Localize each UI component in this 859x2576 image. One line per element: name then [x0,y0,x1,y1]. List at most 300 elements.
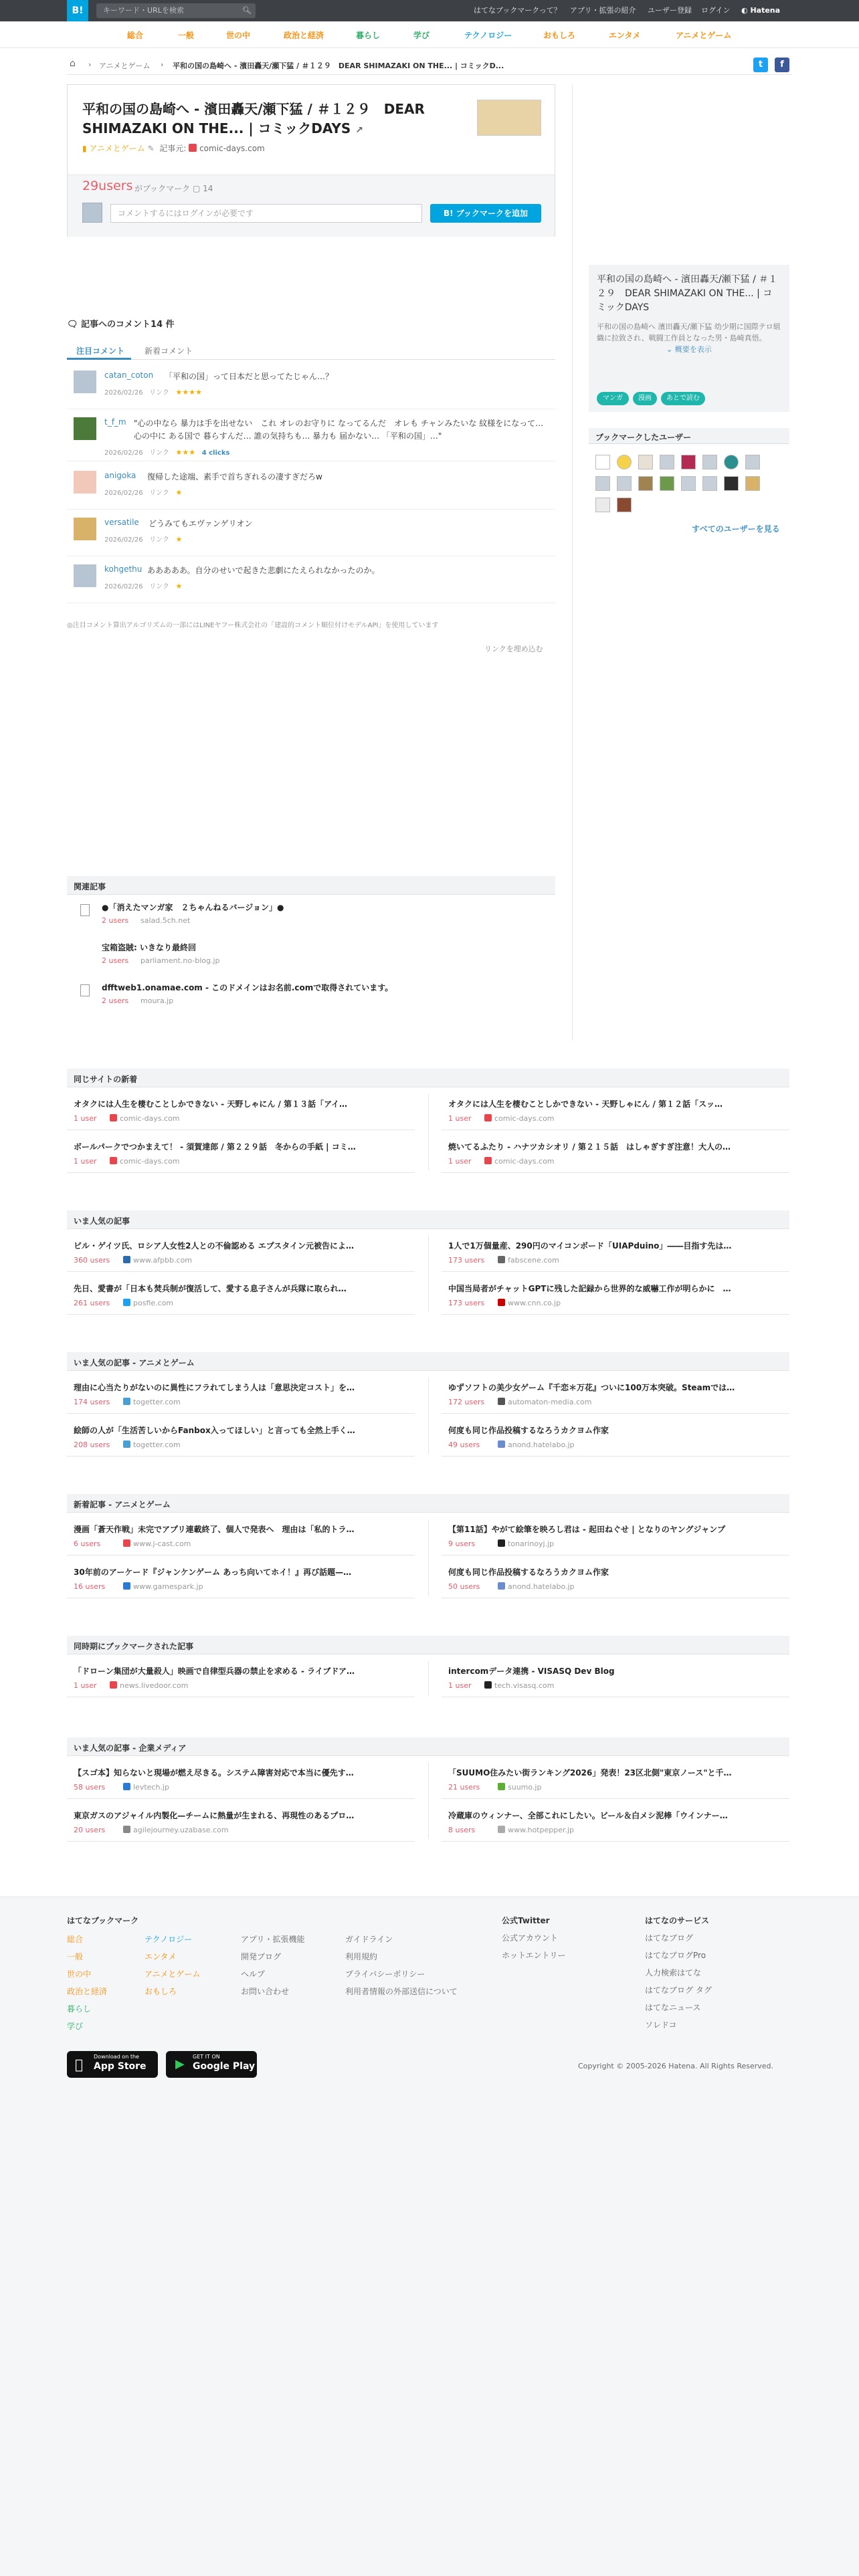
article-domain-wrap[interactable] [110,1681,188,1690]
section-header [67,1069,789,1087]
article-domain[interactable]: comic-days.com [494,1114,555,1123]
related-item-users[interactable]: 2 users [102,996,129,1005]
user-avatar[interactable] [638,455,653,469]
article-title[interactable]: 漫画「蒼天作戦」未完でアプリ連載終了、個人で発表へ 理由は「私的トラ… [74,1525,355,1534]
favicon-icon [498,1398,505,1405]
comment-link[interactable]: リンク [149,490,169,497]
article-item[interactable] [442,1372,789,1414]
nav-item-knowledge[interactable]: 学び [413,31,430,40]
article-users[interactable]: 172 users [448,1398,485,1406]
footer-link[interactable]: 暮らし [67,2004,92,2014]
article-users[interactable]: 1 user [448,1114,472,1123]
footer-link[interactable]: ヘルプ [241,1969,266,1979]
article-title[interactable]: 中国当局者がチャットGPTに残した記録から世界的な威嚇工作が明らかに … [448,1284,731,1293]
section-header [67,1737,789,1756]
footer-link[interactable]: 総合 [67,1935,84,1944]
article-users[interactable]: 9 users [448,1539,476,1548]
category-nav [0,21,859,48]
article-domain[interactable]: posfie.com [133,1299,174,1307]
comment-meta [104,534,182,544]
article-domain[interactable]: www.afpbb.com [133,1256,193,1265]
facebook-share-icon[interactable]: f [775,58,789,72]
user-avatar[interactable] [74,564,96,587]
article-domain-wrap[interactable] [498,1582,575,1591]
article-users[interactable]: 21 users [448,1783,480,1792]
article-item[interactable] [67,1656,415,1697]
article-domain[interactable]: fabscene.com [508,1256,559,1265]
user-avatar[interactable] [638,476,653,491]
article-domain-wrap[interactable] [123,1256,192,1265]
favicon-icon [123,1299,130,1306]
comment-date[interactable]: 2026/02/26 [104,449,143,457]
article-users[interactable]: 16 users [74,1582,106,1591]
user-avatar[interactable] [660,476,674,491]
article-domain-wrap[interactable] [123,1783,169,1792]
comment-date[interactable]: 2026/02/26 [104,490,143,497]
hatena-brand-label: Hatena [750,6,781,15]
tab-popular-comments[interactable]: 注目コメント [76,346,125,356]
footer-link[interactable]: はてなブログ タグ [645,1985,712,1995]
user-avatar[interactable] [617,455,632,469]
column-separator [428,1763,429,1839]
article-domain-wrap[interactable] [498,1826,574,1834]
tag-read-later[interactable]: あとで読む [661,392,705,405]
copyright: Copyright © 2005-2026 Hatena. All Rights Reserved. [578,2062,774,2070]
entry-title-text[interactable]: 平和の国の島崎へ - 濱田轟天/瀬下猛 / ＃１２９ DEAR SHIMAZAKI ON THE... | コミックDAYS [82,101,425,136]
related-item-users[interactable]: 2 users [102,916,129,925]
search-input[interactable] [96,3,256,18]
section-header [67,1494,789,1513]
signup-link[interactable]: ユーザー登録 [648,6,692,15]
document-icon [80,984,90,996]
article-users[interactable]: 173 users [448,1256,485,1265]
article-domain-wrap[interactable] [123,1826,229,1834]
favicon-icon [123,1539,130,1547]
related-item-title[interactable]: 宝箱盗賊: いきなり最終回 [102,943,196,952]
article-item[interactable] [442,1132,789,1173]
user-avatar[interactable] [74,518,96,540]
article-domain-wrap[interactable] [498,1440,575,1449]
article-users[interactable]: 8 users [448,1826,476,1834]
article-domain-wrap[interactable] [123,1398,181,1406]
article-item[interactable] [67,1273,415,1315]
add-bookmark-button[interactable]: B! ブックマークを追加 [430,204,541,223]
article-users[interactable]: 360 users [74,1256,110,1265]
user-avatar[interactable] [617,498,632,512]
section-header [67,1352,789,1371]
article-users[interactable]: 20 users [74,1826,106,1834]
footer-link[interactable]: テクノロジー [145,1935,193,1944]
article-title[interactable]: 【スゴ本】知らないと現場が燃え尽きる。システム障害対応で本当に優先す… [74,1768,354,1778]
favicon-icon [498,1582,505,1590]
article-domain-wrap[interactable] [484,1114,555,1123]
user-avatar[interactable] [724,476,739,491]
user-avatar[interactable] [74,471,96,494]
footer-category-list-b [145,1931,200,2000]
user-avatar[interactable] [681,476,696,491]
comment-icon: ▢ [193,184,201,193]
comment-item [67,409,555,461]
article-domain[interactable]: www.gamespark.jp [133,1582,203,1591]
user-avatar[interactable] [702,476,717,491]
footer-link[interactable]: プライバシーポリシー [345,1969,425,1979]
tag-manga[interactable]: マンガ [597,392,629,405]
related-item-title[interactable]: ●「消えたマンガ家 ２ちゃんねるバージョン」● [102,903,284,912]
user-avatar[interactable] [660,455,674,469]
favicon-icon [110,1157,117,1164]
article-domain-wrap[interactable] [484,1157,555,1166]
article-item[interactable] [442,1415,789,1457]
comment-date[interactable]: 2026/02/26 [104,583,143,591]
article-domain-wrap[interactable] [498,1256,559,1265]
comments-title-text: 記事へのコメント14 件 [81,320,175,330]
article-domain[interactable]: suumo.jp [508,1783,542,1792]
game-icon: ▮ [82,144,87,153]
user-avatar[interactable] [595,498,610,512]
article-title[interactable]: 焼いてるふたり - ハナツカシオリ / 第２１５話 はしゃぎすぎ注意！大人の… [448,1142,731,1152]
article-domain-wrap[interactable] [498,1299,561,1307]
entry-header [68,85,555,175]
section-header [67,1636,789,1654]
entry-title[interactable] [82,100,457,140]
avatar [82,203,102,223]
article-title[interactable]: intercomデータ連携 - VISASQ Dev Blog [448,1667,615,1676]
favicon-icon [498,1826,505,1833]
user-avatar[interactable] [74,370,96,393]
comment-link[interactable]: リンク [149,583,169,591]
nav-item-it[interactable]: テクノロジー [464,31,512,40]
nav-item-general-all[interactable]: 総合 [127,31,144,40]
article-users[interactable]: 6 users [74,1539,101,1548]
footer-twitter-title: 公式Twitter [502,1916,550,1925]
users-count[interactable]: 29users [82,179,133,193]
article-domain[interactable]: togetter.com [133,1440,181,1449]
article-users[interactable]: 173 users [448,1299,485,1307]
google-play-small-label: GET IT ON [193,2054,220,2060]
footer-link[interactable]: アニメとゲーム [145,1969,201,1979]
article-users[interactable]: 1 user [448,1157,472,1166]
entry-meta [82,142,265,154]
article-item[interactable] [67,1089,415,1130]
related-title: 関連記事 [74,882,106,891]
article-item[interactable] [67,1557,415,1598]
related-item-title[interactable]: dfftweb1.onamae.com - このドメインはお名前.comで取得されています。 [102,983,393,992]
article-domain[interactable]: automaton-media.com [508,1398,592,1406]
article-domain[interactable]: news.livedoor.com [120,1681,189,1690]
comment-user[interactable]: anigoka [104,471,136,480]
article-domain-wrap[interactable] [123,1299,173,1307]
favicon-icon [123,1440,130,1448]
article-users[interactable]: 1 user [74,1681,97,1690]
nav-item-fun[interactable]: おもしろ [543,31,576,40]
article-domain-wrap[interactable] [123,1440,181,1449]
google-play-badge[interactable] [166,2051,257,2078]
tab-new-comments[interactable]: 新着コメント [145,346,193,356]
article-domain[interactable]: comic-days.com [120,1114,180,1123]
nav-item-society[interactable]: 世の中 [226,31,251,40]
entry-category[interactable]: アニメとゲーム [89,144,145,153]
user-avatar[interactable] [595,476,610,491]
about-link[interactable]: はてなブックマークって？ [474,6,561,15]
column-separator [428,1094,429,1170]
hatena-bookmark-logo[interactable]: B! [67,0,88,21]
user-avatar[interactable] [745,476,760,491]
comment-user[interactable]: catan_coton [104,370,154,380]
comment-meta [104,580,182,591]
article-title[interactable]: 冷蔵庫のウィンナー、全部これにしたい。ビール＆白メシ泥棒「ウインナー… [448,1811,728,1820]
nav-item-general[interactable]: 一般 [178,31,195,40]
footer-link[interactable]: 公式アカウント [502,1933,558,1943]
user-avatar[interactable] [724,455,739,469]
nav-item-entertainment[interactable]: エンタメ [609,31,641,40]
article-domain-wrap[interactable] [110,1114,180,1123]
comment-link[interactable]: リンク [149,449,169,457]
footer-twitter-column [502,1912,566,1964]
article-title[interactable]: ビル・ゲイツ氏、ロシア人女性2人との不倫認める エプスタイン元被告によ… [74,1241,354,1251]
article-title[interactable]: 【第11話】やがて絵筆を映ろし君は - 起田ねぐせ | となりのヤングジャンプ [448,1525,726,1534]
article-domain-wrap[interactable] [110,1157,180,1166]
login-link[interactable]: ログイン [701,6,731,15]
article-domain-wrap[interactable] [498,1539,554,1548]
twitter-share-icon[interactable]: t [753,58,768,72]
breadcrumb-category[interactable]: アニメとゲーム [99,62,151,70]
related-item[interactable] [67,976,555,1014]
comment-count: 14 [203,184,213,193]
breadcrumb-title: 平和の国の島崎へ - 濱田轟天/瀬下猛 / ＃１２９ DEAR SHIMAZAKI ON THE... | コミックD... [173,62,504,70]
footer-link[interactable]: ソレドコ [645,2020,677,2030]
footer-link[interactable]: 世の中 [67,1969,92,1979]
favicon-icon [189,144,197,152]
embed-link[interactable]: リンクを埋め込む [484,645,543,653]
related-item[interactable] [67,896,555,934]
article-item[interactable] [442,1800,789,1842]
nav-item-life[interactable]: 暮らし [356,31,381,40]
related-item-domain[interactable]: parliament.no-blog.jp [140,956,220,965]
article-title[interactable]: 何度も同じ作品投稿するなろうカクヨム作家 [448,1568,609,1577]
article-item[interactable] [442,1514,789,1555]
user-avatar[interactable] [74,417,96,440]
pencil-icon[interactable]: ✎ [147,144,155,153]
star-rating[interactable]: ★★★★ [175,388,202,397]
article-domain[interactable]: togetter.com [133,1398,181,1406]
click-count[interactable]: 4 clicks [201,449,230,457]
star-rating[interactable]: ★★★ [175,448,196,457]
article-item[interactable] [442,1557,789,1598]
sidebar-title[interactable]: 平和の国の島崎へ - 濱田轟天/瀬下猛 / ＃１２９ DEAR SHIMAZAKI ON THE... | コミックDAYS [597,274,778,313]
article-title[interactable]: オタクには人生を棲むことしかできない - 天野しゃにん / 第１２話「スッ… [448,1099,723,1109]
footer-link[interactable]: はてなブログ [645,1933,694,1943]
footer-link[interactable]: エンタメ [145,1952,177,1961]
show-summary-label: 概要を表示 [674,345,712,354]
article-item[interactable] [442,1757,789,1799]
footer-link[interactable]: 開発ブログ [241,1952,282,1961]
article-domain[interactable]: tech.visasq.com [494,1681,555,1690]
article-title[interactable]: ゆずソフトの美少女ゲーム『千恋＊万花』ついに100万本突破。Steamでは… [448,1383,735,1392]
footer-link[interactable]: はてなブログPro [645,1951,706,1960]
article-domain-wrap[interactable] [123,1582,203,1591]
app-store-label: App Store [94,2061,147,2072]
favicon-icon [123,1783,130,1790]
article-item[interactable] [67,1757,415,1799]
comment-date[interactable]: 2026/02/26 [104,536,143,544]
article-users[interactable]: 1 user [448,1681,472,1690]
comment-tabs [67,341,555,360]
comment-meta [104,387,202,397]
column-separator [428,1236,429,1312]
footer-link[interactable]: ホットエントリー [502,1951,566,1960]
article-users[interactable]: 49 users [448,1440,480,1449]
comment-link[interactable]: リンク [149,536,169,544]
favicon-icon [498,1440,505,1448]
article-users[interactable]: 50 users [448,1582,480,1591]
comment-text: 復帰した途端、素手で首ちぎれるの凄すぎだろw [147,472,322,481]
article-users[interactable]: 58 users [74,1783,106,1792]
article-item[interactable] [442,1273,789,1315]
comments-title [67,317,175,330]
column-separator [428,1519,429,1596]
favicon-icon [498,1256,505,1263]
article-domain[interactable]: www.cnn.co.jp [508,1299,561,1307]
article-domain[interactable]: tonarinoyj.jp [508,1539,555,1548]
article-item[interactable] [67,1800,415,1842]
nav-item-game[interactable]: アニメとゲーム [676,31,732,40]
user-avatar[interactable] [702,455,717,469]
article-title[interactable]: ボールパークでつかまえて！ - 須賀達郎 / 第２２９話 冬からの手紙 | コミ… [74,1142,356,1152]
article-item[interactable] [67,1372,415,1414]
tag-manga-jp[interactable]: 漫画 [633,392,657,405]
article-domain[interactable]: www.hotpepper.jp [508,1826,575,1834]
comment-user[interactable]: t_f_m [104,417,126,427]
footer-bookmark-title: はてなブックマーク [67,1916,139,1925]
article-domain[interactable]: anond.hatelabo.jp [508,1440,575,1449]
related-item-users[interactable]: 2 users [102,956,129,965]
section-header [67,1210,789,1229]
article-title[interactable]: オタクには人生を棲むことしかできない - 天野しゃにん / 第１３話「アイ… [74,1099,347,1109]
article-item[interactable] [442,1656,789,1697]
article-domain[interactable]: comic-days.com [120,1157,180,1166]
article-domain-wrap[interactable] [498,1783,541,1792]
footer-link[interactable]: アプリ・拡張機能 [241,1935,305,1944]
footer-link[interactable]: 一般 [67,1952,84,1961]
article-domain[interactable]: anond.hatelabo.jp [508,1582,575,1591]
article-title[interactable]: 「SUUMO住みたい街ランキング2026」発表！23区北側"東京ノース"と千… [448,1768,732,1778]
article-title[interactable]: 「ドローン集団が大量殺人」映画で自律型兵器の禁止を求める - ライブドア… [74,1667,355,1676]
comment-text: 「平和の国」って日本だと思ってたじゃん…？ [165,372,334,381]
footer-link[interactable]: 人力検索はてな [645,1968,702,1977]
footer-link[interactable]: はてなニュース [645,2003,701,2012]
article-title[interactable]: 1人で1万個量産、290円のマイコンボード「UIAPduino」――目指す先は… [448,1241,732,1251]
favicon-icon [484,1681,492,1689]
hatena-brand[interactable]: ◐ Hatena [741,6,781,15]
user-avatar[interactable] [595,455,610,469]
document-icon [80,904,90,916]
related-item-domain[interactable]: salad.5ch.net [140,916,191,925]
article-domain[interactable]: www.j-cast.com [133,1539,191,1548]
favicon-icon [484,1157,492,1164]
footer-link[interactable]: ガイドライン [345,1935,393,1944]
article-item[interactable] [67,1415,415,1457]
article-title[interactable]: 東京ガスのアジャイル内製化—チームに熱量が生まれる、再現性のあるプロ… [74,1811,355,1820]
favicon-icon [123,1582,130,1590]
sidebar-desc: 平和の国の島崎へ 濱田轟天/瀬下猛 幼少期に国際テロ組織に拉致され、戦闘工作員となった男・島崎真悟。 [597,322,781,342]
footer-link[interactable]: 利用者情報の外部送信について [345,1987,458,1996]
article-title[interactable]: 理由に心当たりがないのに異性にフラれてしまう人は「意思決定コスト」を… [74,1383,355,1392]
nav-item-politics[interactable]: 政治と経済 [284,31,324,40]
footer [0,1897,859,2576]
footer-link[interactable]: おもしろ [145,1987,177,1996]
article-domain-wrap[interactable] [498,1398,591,1406]
all-users-link[interactable]: すべてのユーザーを見る [692,524,780,534]
section-title: 新着記事 - アニメとゲーム [74,1500,171,1509]
footer-link[interactable]: 政治と経済 [67,1987,108,1996]
article-users[interactable]: 261 users [74,1299,110,1307]
article-users[interactable]: 1 user [74,1157,97,1166]
article-domain[interactable]: comic-days.com [494,1157,555,1166]
comment-link[interactable]: リンク [149,389,169,397]
comment-date[interactable]: 2026/02/26 [104,389,143,397]
comment-input[interactable]: コメントするにはログインが必要です [110,204,422,223]
article-title[interactable]: 30年前のアーケード『ジャンケンゲーム あっち向いてホイ！』再び話題—… [74,1568,352,1577]
user-avatar[interactable] [681,455,696,469]
section-title: 同時期にブックマークされた記事 [74,1642,194,1651]
app-store-badge[interactable] [67,2051,158,2078]
article-users[interactable]: 174 users [74,1398,110,1406]
article-item[interactable] [442,1089,789,1130]
article-item[interactable] [67,1132,415,1173]
article-users[interactable]: 208 users [74,1440,110,1449]
comment-text: あああああ。自分のせいで起きた悲劇にたえられなかったのか。 [147,566,380,575]
show-summary-link[interactable] [666,344,712,354]
external-link-icon[interactable]: ↗ [355,125,363,136]
source-domain[interactable]: comic-days.com [199,144,265,153]
comment-user[interactable]: kohgethu [104,564,142,574]
article-domain[interactable]: levtech.jp [133,1783,169,1792]
article-domain-wrap[interactable] [123,1539,191,1548]
article-title[interactable]: 絵師の人が「生活苦しいからFanbox入ってほしい」と言っても全然上手く… [74,1426,355,1435]
article-domain[interactable]: agilejourney.uzabase.com [133,1826,229,1834]
search-icon[interactable]: 🔍︎ [242,6,252,15]
apps-link[interactable]: アプリ・拡張の紹介 [570,6,636,15]
article-title[interactable]: 何度も同じ作品投稿するなろうカクヨム作家 [448,1426,609,1435]
user-avatar[interactable] [617,476,632,491]
section-title: いま人気の記事 - アニメとゲーム [74,1358,195,1368]
article-item[interactable] [67,1514,415,1555]
bookmarked-users-title: ブックマークしたユーザー [595,433,692,442]
article-users[interactable]: 1 user [74,1114,97,1123]
related-item[interactable] [67,936,555,974]
article-title[interactable]: 先日、愛書が「日本も焚兵制が復活して、愛する息子さんが兵隊に取られ… [74,1284,347,1293]
bookmarked-users-grid [589,452,789,519]
user-avatar[interactable] [745,455,760,469]
related-item-domain[interactable]: moura.jp [140,996,174,1005]
article-item[interactable] [67,1230,415,1272]
comment-item [67,362,555,409]
star-rating[interactable]: ★ [175,582,183,591]
star-rating[interactable]: ★ [175,488,183,497]
chevron-right-icon: › [88,60,92,69]
comment-text: "心の中なら 暴力は手を出せない これ オレのお守りに なってるんだ オレも チャンみたいな 紋様をになって… 心の中に ある国で 暮らすんだ… 誰の気持ちも… 暴力も 届かない… 「平和の国」…" [134,419,544,441]
footer-link[interactable]: お問い合わせ [241,1987,290,1996]
footer-link[interactable]: 利用規約 [345,1952,378,1961]
footer-link[interactable]: 学び [67,2022,84,2031]
comment-user[interactable]: versatile [104,518,139,527]
favicon-icon [123,1398,130,1405]
article-domain-wrap[interactable] [484,1681,554,1690]
home-icon[interactable]: ⌂ [70,58,76,69]
star-rating[interactable]: ★ [175,535,183,544]
entry-thumbnail[interactable] [477,100,541,136]
article-item[interactable] [442,1230,789,1272]
